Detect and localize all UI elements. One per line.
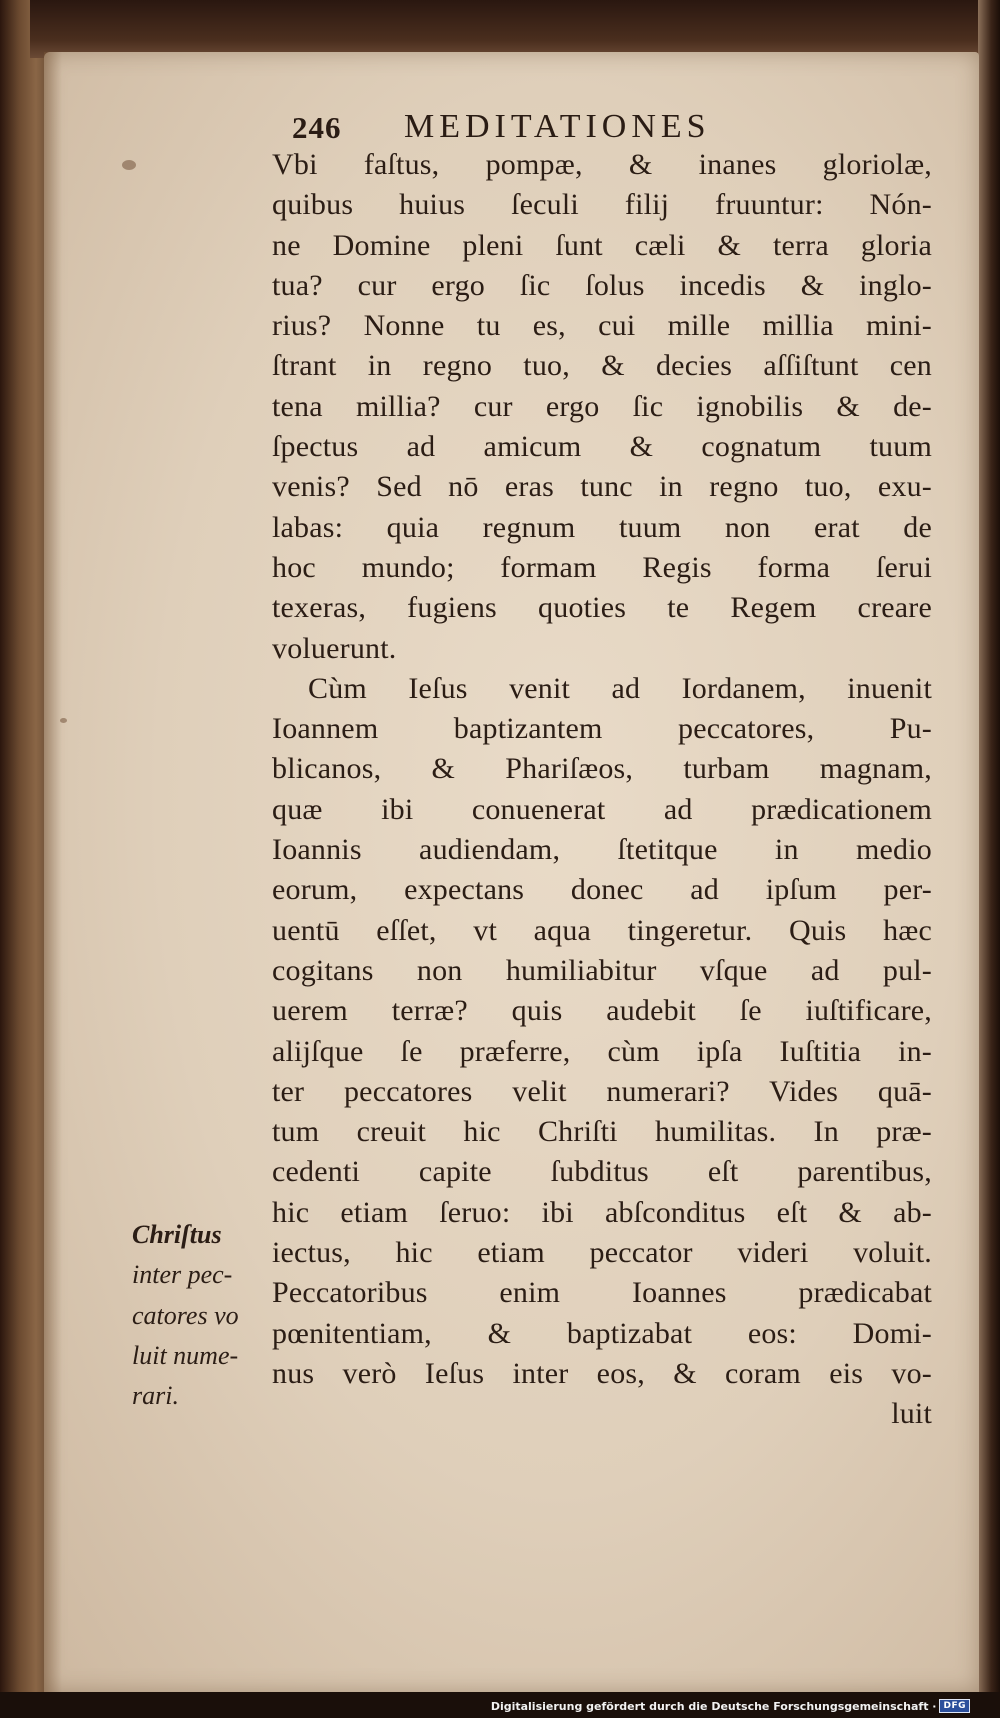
book-top-edge bbox=[30, 0, 1000, 58]
text-line: quibus huius ſeculi filij fruuntur: Nón- bbox=[272, 188, 932, 222]
running-head bbox=[44, 110, 979, 150]
dfg-logo-text: DFG bbox=[943, 1701, 966, 1711]
running-title: MEDITATIONES bbox=[404, 108, 711, 145]
text-line: hic etiam ſeruo: ibi abſconditus eſt & ab- bbox=[272, 1195, 932, 1229]
marginal-note bbox=[132, 1215, 272, 1416]
text-line: ſpectus ad amicum & cognatum tuum bbox=[272, 430, 932, 464]
book-spine bbox=[0, 0, 48, 1718]
marginal-note-line: catores vo bbox=[132, 1300, 239, 1330]
footer-credit-text: Digitalisierung gefördert durch die Deutsche Forschungsgemeinschaft · bbox=[490, 1699, 937, 1713]
text-line: cedenti capite ſubditus eſt parentibus, bbox=[272, 1155, 932, 1189]
marginal-note-line: rari. bbox=[132, 1381, 179, 1411]
text-line: labas: quia regnum tuum non erat de bbox=[272, 510, 932, 544]
text-line: Ioannis audiendam, ſtetitque in medio bbox=[272, 833, 932, 867]
footer-bar bbox=[0, 1692, 1000, 1718]
text-line: venis? Sed nō eras tunc in regno tuo, exu- bbox=[272, 470, 932, 504]
text-line: tua? cur ergo ſic ſolus incedis & inglo- bbox=[272, 268, 932, 302]
text-line: nus verò Ieſus inter eos, & coram eis vo- bbox=[272, 1356, 932, 1390]
text-line: uerem terræ? quis audebit ſe iuſtificare, bbox=[272, 994, 932, 1028]
text-line: quæ ibi conuenerat ad prædicationem bbox=[272, 792, 932, 826]
ink-spot bbox=[122, 160, 136, 170]
book-page bbox=[44, 52, 979, 1692]
text-line: alijſque ſe præferre, cùm ipſa Iuſtitia in- bbox=[272, 1034, 932, 1068]
page-gutter-shadow bbox=[44, 52, 62, 1692]
body-text bbox=[272, 145, 932, 1435]
text-line: eorum, expectans donec ad ipſum per- bbox=[272, 873, 932, 907]
marginal-note-line: inter pec- bbox=[132, 1260, 233, 1290]
text-line: texeras, fugiens quoties te Regem creare bbox=[272, 591, 932, 625]
catchword: luit bbox=[891, 1397, 932, 1431]
text-line: ſtrant in regno tuo, & decies aſſiſtunt cen bbox=[272, 349, 932, 383]
text-line: ter peccatores velit numerari? Vides quā- bbox=[272, 1074, 932, 1108]
book-fore-edge bbox=[978, 0, 1000, 1718]
ink-spot bbox=[60, 718, 67, 723]
text-line: uentū eſſet, vt aqua tingeretur. Quis hæc bbox=[272, 913, 932, 947]
text-line: voluerunt. bbox=[272, 631, 397, 665]
dfg-logo bbox=[939, 1699, 970, 1713]
text-line: Ioannem baptizantem peccatores, Pu- bbox=[272, 712, 932, 746]
footer-credit bbox=[491, 1699, 970, 1713]
text-line: tena millia? cur ergo ſic ignobilis & de- bbox=[272, 389, 932, 423]
text-line: pœnitentiam, & baptizabat eos: Domi- bbox=[272, 1316, 932, 1350]
text-line: iectus, hic etiam peccator videri voluit. bbox=[272, 1236, 932, 1270]
page-number: 246 bbox=[292, 110, 342, 145]
text-line: hoc mundo; formam Regis forma ſerui bbox=[272, 550, 932, 584]
text-line: tum creuit hic Chriſti humilitas. In præ- bbox=[272, 1115, 932, 1149]
text-line: Vbi faſtus, pompæ, & inanes gloriolæ, bbox=[272, 148, 932, 181]
text-line: ne Domine pleni ſunt cæli & terra gloria bbox=[272, 228, 932, 262]
text-line: Cùm Ieſus venit ad Iordanem, inuenit bbox=[308, 671, 932, 705]
marginal-note-line: luit nume- bbox=[132, 1340, 239, 1370]
marginal-note-line: Chriſtus bbox=[132, 1220, 222, 1249]
text-line: blicanos, & Phariſæos, turbam magnam, bbox=[272, 752, 932, 786]
text-line: cogitans non humiliabitur vſque ad pul- bbox=[272, 953, 932, 987]
text-line: Peccatoribus enim Ioannes prædicabat bbox=[272, 1276, 932, 1310]
text-line: rius? Nonne tu es, cui mille millia mini- bbox=[272, 309, 932, 343]
